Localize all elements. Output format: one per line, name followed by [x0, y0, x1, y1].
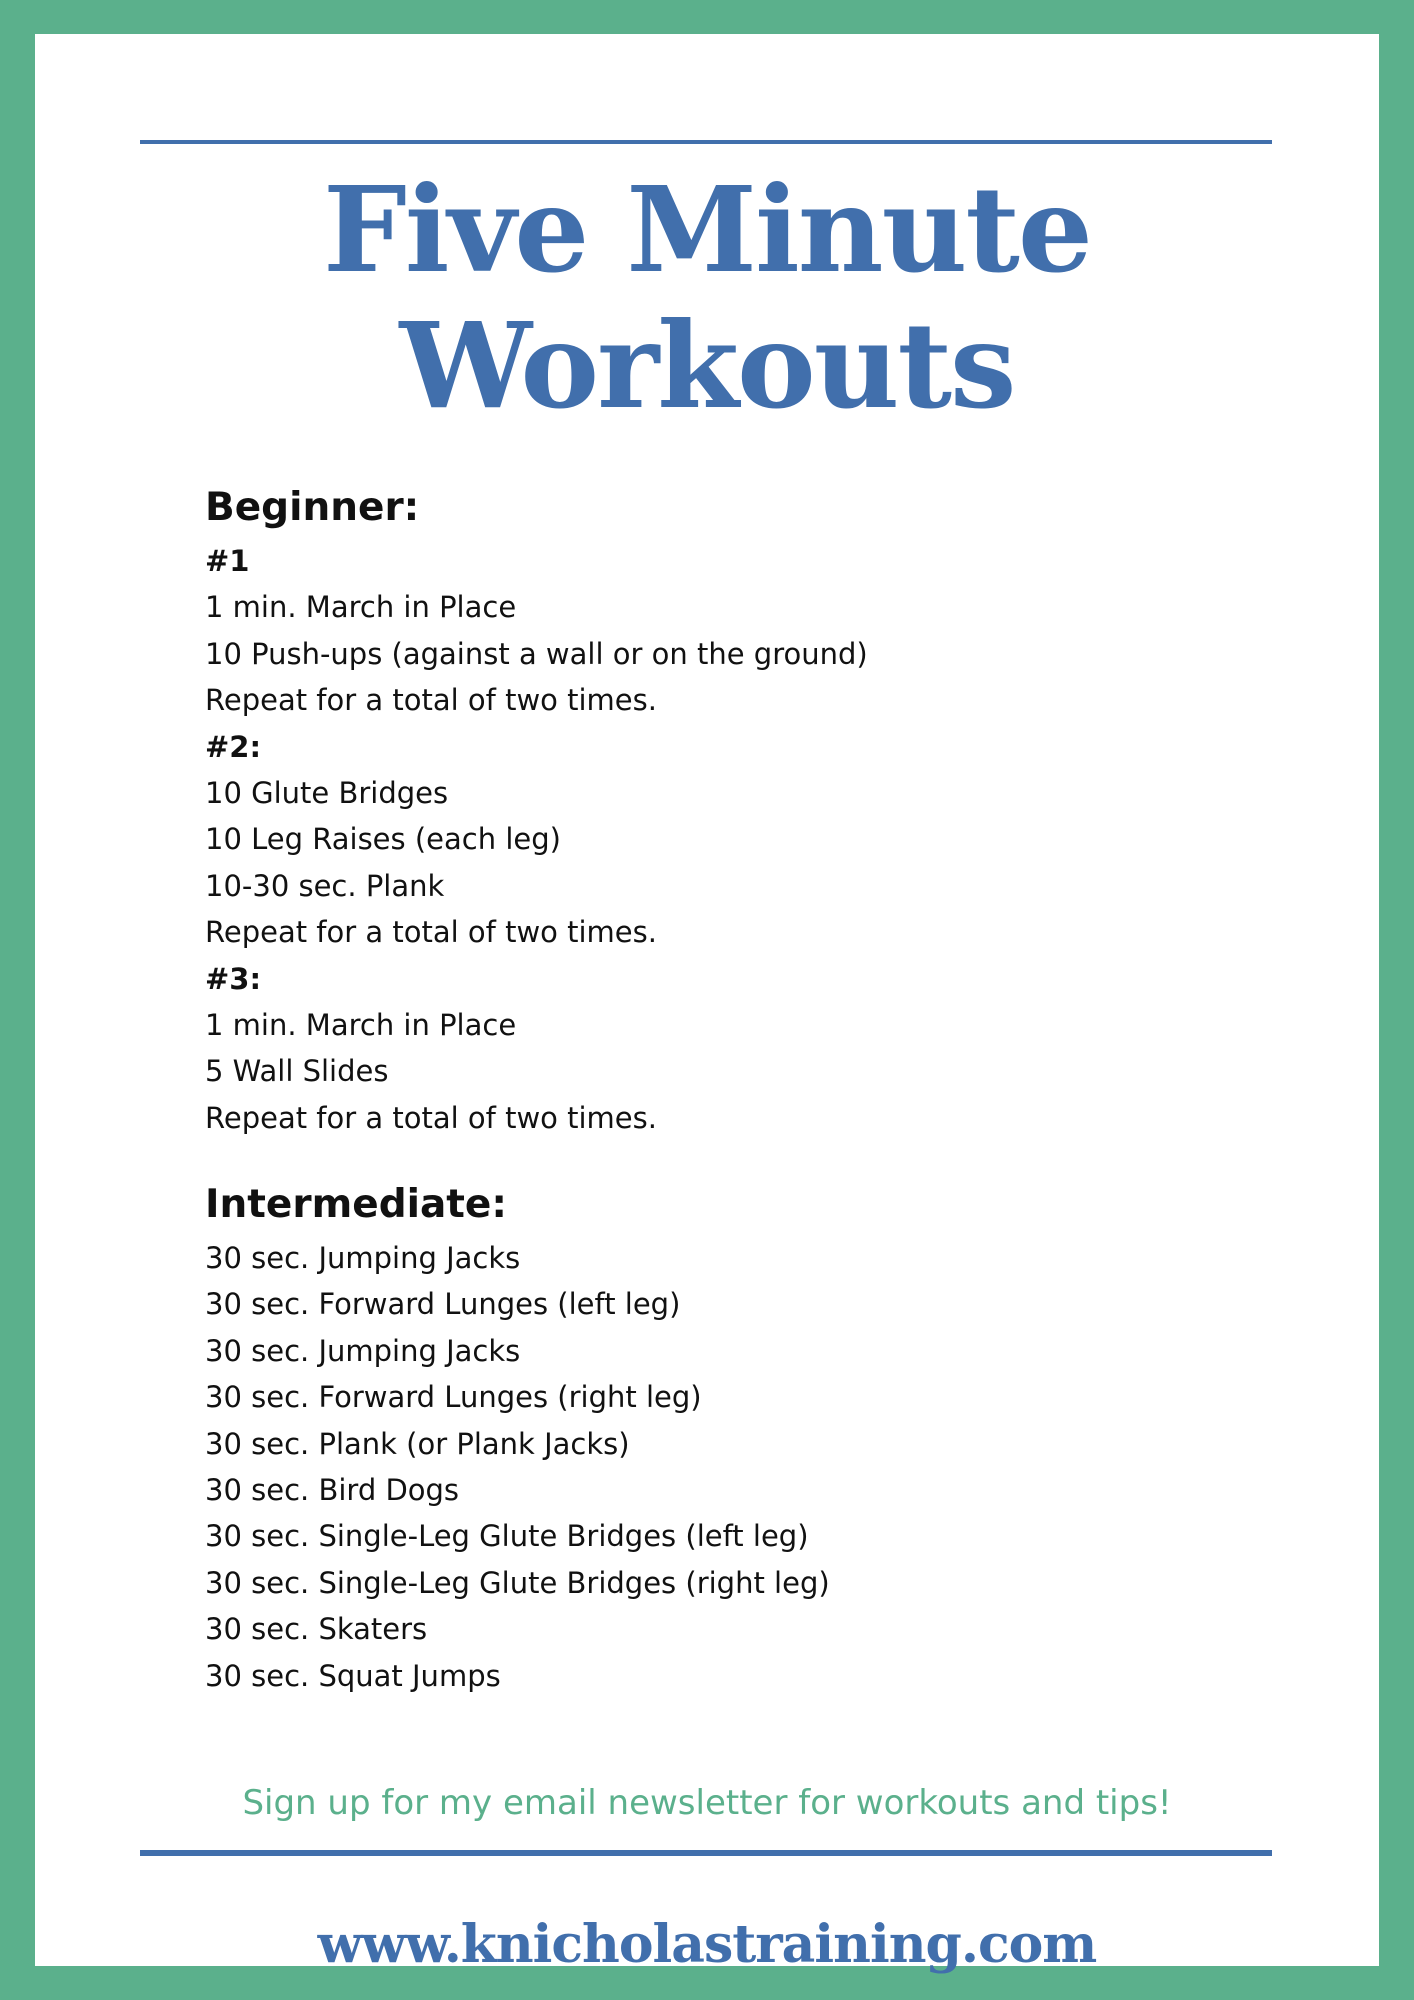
- list-item: 10 Leg Raises (each leg): [205, 822, 561, 857]
- list-item: 30 sec. Forward Lunges (left leg): [205, 1287, 681, 1322]
- website-url: www.knicholastraining.com: [317, 1914, 1097, 1975]
- list-item: 30 sec. Jumping Jacks: [205, 1333, 521, 1368]
- list-item: 5 Wall Slides: [205, 1054, 389, 1089]
- bottom-divider: [140, 1850, 1272, 1856]
- title-line-2: Workouts: [399, 296, 1015, 435]
- list-item: 30 sec. Bird Dogs: [205, 1473, 460, 1508]
- list-item: 30 sec. Forward Lunges (right leg): [205, 1380, 702, 1415]
- list-item: 30 sec. Jumping Jacks: [205, 1241, 521, 1276]
- list-item: 10-30 sec. Plank: [205, 868, 445, 903]
- workout-1-label: #1: [205, 544, 250, 578]
- newsletter-callout: Sign up for my email newsletter for workouts and tips!: [242, 1783, 1172, 1823]
- workout-2-label: #2:: [205, 729, 262, 764]
- page-title: [35, 162, 1379, 434]
- list-item: 30 sec. Single-Leg Glute Bridges (right leg): [205, 1565, 830, 1600]
- intermediate-heading: Intermediate:: [205, 1182, 507, 1228]
- list-item: 30 sec. Squat Jumps: [205, 1658, 501, 1693]
- list-item: 1 min. March in Place: [205, 1007, 517, 1042]
- page-frame: [35, 34, 1379, 1975]
- title-line-1: Five Minute: [323, 160, 1091, 299]
- list-item: 1 min. March in Place: [205, 590, 517, 625]
- list-item: 30 sec. Single-Leg Glute Bridges (left leg): [205, 1519, 809, 1554]
- list-item: 10 Push-ups (against a wall or on the ground): [205, 636, 868, 671]
- workout-3-label: #3:: [205, 961, 262, 996]
- list-item: 30 sec. Skaters: [205, 1612, 428, 1647]
- list-item: 10 Glute Bridges: [205, 775, 449, 810]
- beginner-heading: Beginner:: [205, 485, 420, 530]
- top-divider: [140, 140, 1272, 144]
- workout-content: [205, 478, 1305, 1699]
- section-spacer: [205, 1141, 1305, 1175]
- list-item: Repeat for a total of two times.: [205, 915, 657, 950]
- list-item: Repeat for a total of two times.: [205, 683, 657, 718]
- list-item: Repeat for a total of two times.: [205, 1100, 657, 1135]
- list-item: 30 sec. Plank (or Plank Jacks): [205, 1426, 630, 1461]
